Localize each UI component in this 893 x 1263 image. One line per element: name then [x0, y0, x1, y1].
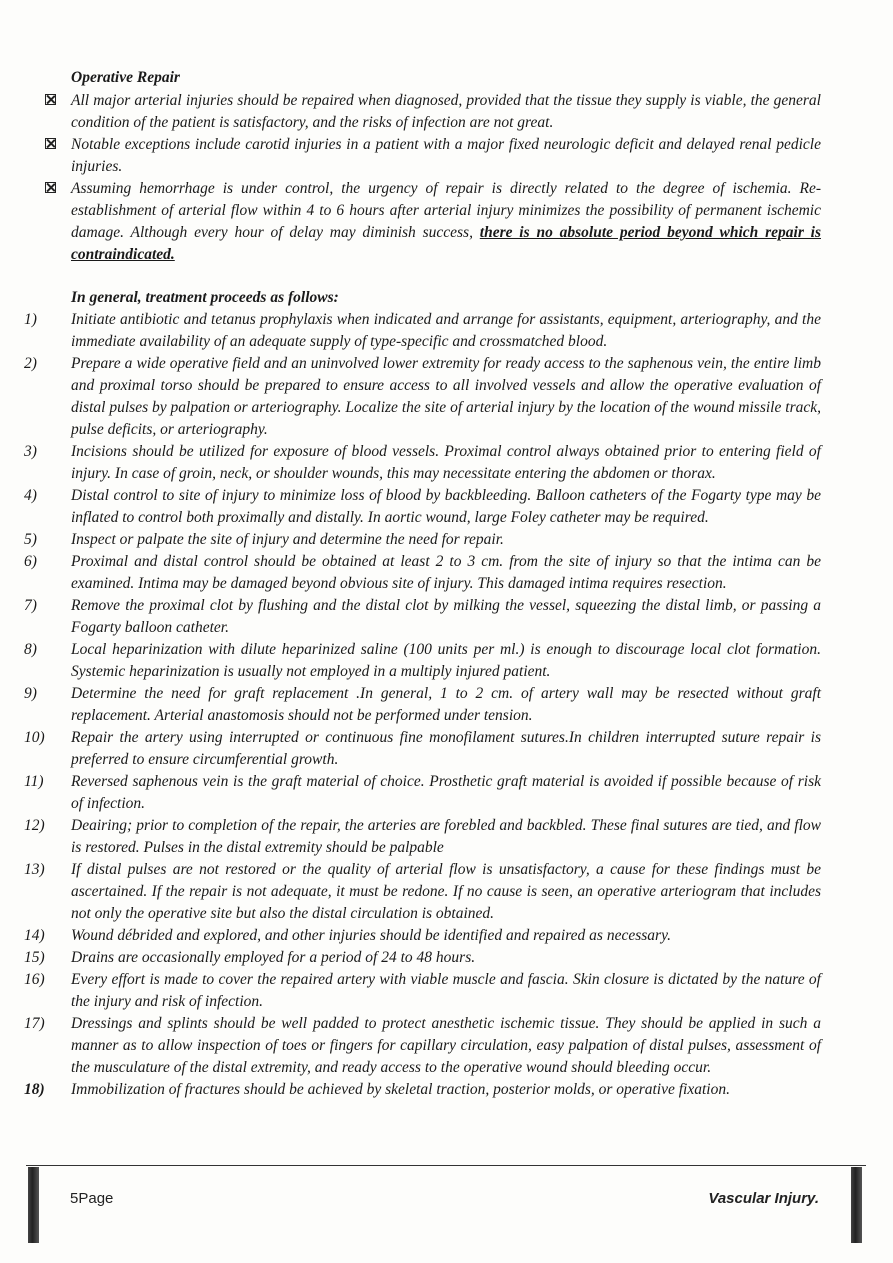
- step-item: [24, 771, 821, 815]
- step-number: 2): [24, 355, 37, 372]
- bullet-item: [45, 134, 821, 178]
- step-item: [24, 1013, 821, 1079]
- treatment-steps: [24, 309, 821, 1101]
- bullet-text: Notable exceptions include carotid injuries in a patient with a major fixed neurologic deficit and delayed renal pedicle injuries.: [71, 136, 821, 175]
- step-item: [24, 947, 821, 969]
- footer-left-bar: [28, 1167, 39, 1243]
- step-number: 14): [24, 927, 45, 944]
- bullet-emphasis: there is no absolute period beyond which repair is contraindicated.: [71, 224, 821, 263]
- bullet-item: [45, 178, 821, 266]
- step-number: 3): [24, 443, 37, 460]
- step-number: 5): [24, 531, 37, 548]
- step-number: 17): [24, 1015, 45, 1032]
- step-item: [24, 353, 821, 441]
- treatment-heading: In general, treatment proceeds as follows:: [71, 289, 339, 306]
- step-number: 10): [24, 729, 45, 746]
- step-text: Wound débrided and explored, and other injuries should be identified and repaired as necessary.: [71, 927, 671, 944]
- step-text: Dressings and splints should be well padded to protect anesthetic ischemic tissue. They should be applied in such a manner as to allow inspection of toes or fingers for capillary circulation, easy palpation of distal pulses, assessment of the musculature of the distal extremity, and ready access to the operative wound should bleeding occur.: [71, 1015, 821, 1076]
- step-text: Drains are occasionally employed for a period of 24 to 48 hours.: [71, 949, 476, 966]
- step-number: 6): [24, 553, 37, 570]
- footer-divider: [26, 1165, 866, 1166]
- step-number: 9): [24, 685, 37, 702]
- step-text: If distal pulses are not restored or the quality of arterial flow is unsatisfactory, a cause for these findings must be ascertained. If the repair is not adequate, it must be redone. If no cause is seen, an operative arteriogram that includes not only the operative site but also the distal circulation is obtained.: [71, 861, 821, 922]
- step-item: [24, 309, 821, 353]
- step-item: [24, 639, 821, 683]
- step-item: [24, 485, 821, 529]
- step-number: 1): [24, 311, 37, 328]
- step-text: Immobilization of fractures should be achieved by skeletal traction, posterior molds, or operative fixation.: [71, 1081, 730, 1098]
- step-item: [24, 859, 821, 925]
- step-text: Prepare a wide operative field and an uninvolved lower extremity for ready access to the saphenous vein, the entire limb and proximal torso should be prepared to ensure access to all involved vessels and allow the operative evaluation of distal pulses by palpation or arteriography. Localize the site of arterial injury by the location of the wound missile track, pulse deficits, or arteriography.: [71, 355, 821, 438]
- checkbox-bullet-icon: [45, 182, 56, 193]
- footer-page-number: 5Page: [70, 1190, 114, 1207]
- step-text: Remove the proximal clot by flushing and the distal clot by milking the vessel, squeezing the distal limb, or passing a Fogarty balloon catheter.: [71, 597, 821, 636]
- step-number: 4): [24, 487, 37, 504]
- step-text: Local heparinization with dilute heparinized saline (100 units per ml.) is enough to discourage local clot formation. Systemic heparinization is usually not employed in a multiply injured patient.: [71, 641, 821, 680]
- section-heading: Operative Repair: [71, 69, 180, 86]
- step-text: Inspect or palpate the site of injury and determine the need for repair.: [71, 531, 504, 548]
- step-text: Distal control to site of injury to minimize loss of blood by backbleeding. Balloon catheters of the Fogarty type may be inflated to control both proximally and distally. In aortic wound, large Foley catheter may be required.: [71, 487, 821, 526]
- bullet-list: [45, 90, 821, 266]
- bullet-text: All major arterial injuries should be repaired when diagnosed, provided that the tissue they supply is viable, the general condition of the patient is satisfactory, and the risks of infection are not great.: [71, 92, 821, 131]
- step-item: [24, 551, 821, 595]
- step-text: Deairing; prior to completion of the repair, the arteries are forebled and backbled. These final sutures are tied, and flow is restored. Pulses in the distal extremity should be palpable: [71, 817, 821, 856]
- step-text: Incisions should be utilized for exposure of blood vessels. Proximal control always obtained prior to entering field of injury. In case of groin, neck, or shoulder wounds, this may necessitate entering the abdomen or thorax.: [71, 443, 821, 482]
- step-text: Reversed saphenous vein is the graft material of choice. Prosthetic graft material is avoided if possible because of risk of infection.: [71, 773, 821, 812]
- step-number: 16): [24, 971, 45, 988]
- step-number: 12): [24, 817, 45, 834]
- step-item: [24, 815, 821, 859]
- step-text: Every effort is made to cover the repaired artery with viable muscle and fascia. Skin closure is dictated by the nature of the injury and risk of infection.: [71, 971, 821, 1010]
- step-item: [24, 1079, 821, 1101]
- bullet-item: [45, 90, 821, 134]
- bullet-text: Assuming hemorrhage is under control, the urgency of repair is directly related to the degree of ischemia. Re-establishment of arterial flow within 4 to 6 hours after arterial injury minimizes the possibility of permanent ischemic damage. Although every hour of delay may diminish success,: [71, 180, 821, 241]
- step-number: 15): [24, 949, 45, 966]
- step-number: 13): [24, 861, 45, 878]
- step-item: [24, 529, 821, 551]
- step-item: [24, 595, 821, 639]
- footer-right-bar: [851, 1167, 862, 1243]
- step-text: Determine the need for graft replacement .In general, 1 to 2 cm. of artery wall may be resected without graft replacement. Arterial anastomosis should not be performed under tension.: [71, 685, 821, 724]
- step-number: 8): [24, 641, 37, 658]
- step-number: 18): [24, 1081, 45, 1098]
- footer-document-title: Vascular Injury.: [708, 1190, 819, 1207]
- step-item: [24, 727, 821, 771]
- checkbox-bullet-icon: [45, 94, 56, 105]
- step-number: 11): [24, 773, 44, 790]
- step-item: [24, 969, 821, 1013]
- checkbox-bullet-icon: [45, 138, 56, 149]
- step-item: [24, 441, 821, 485]
- step-text: Proximal and distal control should be obtained at least 2 to 3 cm. from the site of injury so that the intima can be examined. Intima may be damaged beyond obvious site of injury. This damaged intima requires resection.: [71, 553, 821, 592]
- step-item: [24, 925, 821, 947]
- step-item: [24, 683, 821, 727]
- step-number: 7): [24, 597, 37, 614]
- step-text: Repair the artery using interrupted or continuous fine monofilament sutures.In children interrupted suture repair is preferred to ensure circumferential growth.: [71, 729, 821, 768]
- step-text: Initiate antibiotic and tetanus prophylaxis when indicated and arrange for assistants, equipment, arteriography, and the immediate availability of an adequate supply of type-specific and crossmatched blood.: [71, 311, 821, 350]
